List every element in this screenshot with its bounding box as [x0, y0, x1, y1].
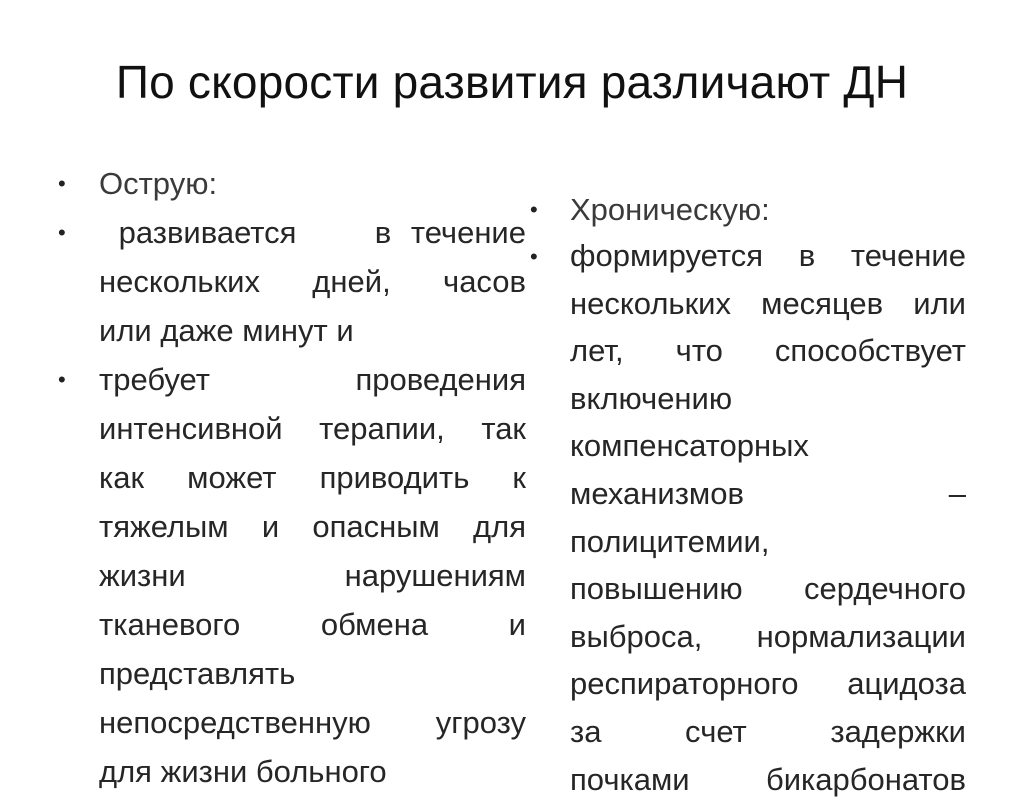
bullet-icon: • [530, 197, 538, 222]
text-line: лет, что способствует [570, 333, 966, 369]
list-item-acute-heading [58, 159, 526, 208]
text-line: тканевого обмена и [99, 607, 526, 642]
text-line: нескольких дней, часов [99, 264, 526, 299]
list-item-chronic-forms [530, 232, 966, 803]
list-item-text [570, 232, 966, 803]
list-item-text [99, 355, 526, 796]
bullet-icon: • [58, 171, 66, 196]
text-line: развивается в течение [99, 215, 526, 250]
text-line: тяжелым и опасным для [99, 509, 526, 544]
text-line: компенсаторных [570, 428, 809, 464]
text-line: непосредственную угрозу [99, 705, 526, 740]
list-item-chronic-heading [530, 185, 966, 234]
text-line: выброса, нормализации [570, 618, 966, 654]
text-line: нескольких месяцев или [570, 285, 966, 321]
text-line: представлять [99, 656, 296, 691]
chronic-heading: Хроническую: [570, 192, 770, 227]
text-line: для жизни больного [99, 754, 387, 789]
bullet-icon: • [530, 244, 538, 269]
list-item-acute-develops [58, 208, 526, 355]
bullet-icon: • [58, 367, 66, 392]
text-line: механизмов – [570, 475, 966, 511]
text-line: интенсивной терапии, так [99, 411, 526, 446]
text-line: почками бикарбонатов [570, 761, 966, 797]
list-item-text [99, 159, 526, 208]
text-line: требует проведения [99, 362, 526, 397]
text-line: за счет задержки [570, 713, 966, 749]
slide-title: По скорости развития различают ДН [115, 56, 909, 108]
text-line: жизни нарушениям [99, 558, 526, 593]
text-line: формируется в течение [570, 238, 966, 273]
text-line: или даже минут и [99, 313, 354, 348]
list-item-text [570, 185, 966, 234]
text-line: включению [570, 380, 733, 416]
list-item-text [99, 208, 526, 355]
bullet-icon: • [58, 220, 66, 245]
text-line: респираторного ацидоза [570, 666, 966, 702]
list-item-acute-requires [58, 355, 526, 796]
text-line: полицитемии, [570, 523, 770, 559]
text-line: повышению сердечного [570, 571, 966, 607]
acute-heading: Острую: [99, 166, 218, 201]
text-line: как может приводить к [99, 460, 526, 495]
